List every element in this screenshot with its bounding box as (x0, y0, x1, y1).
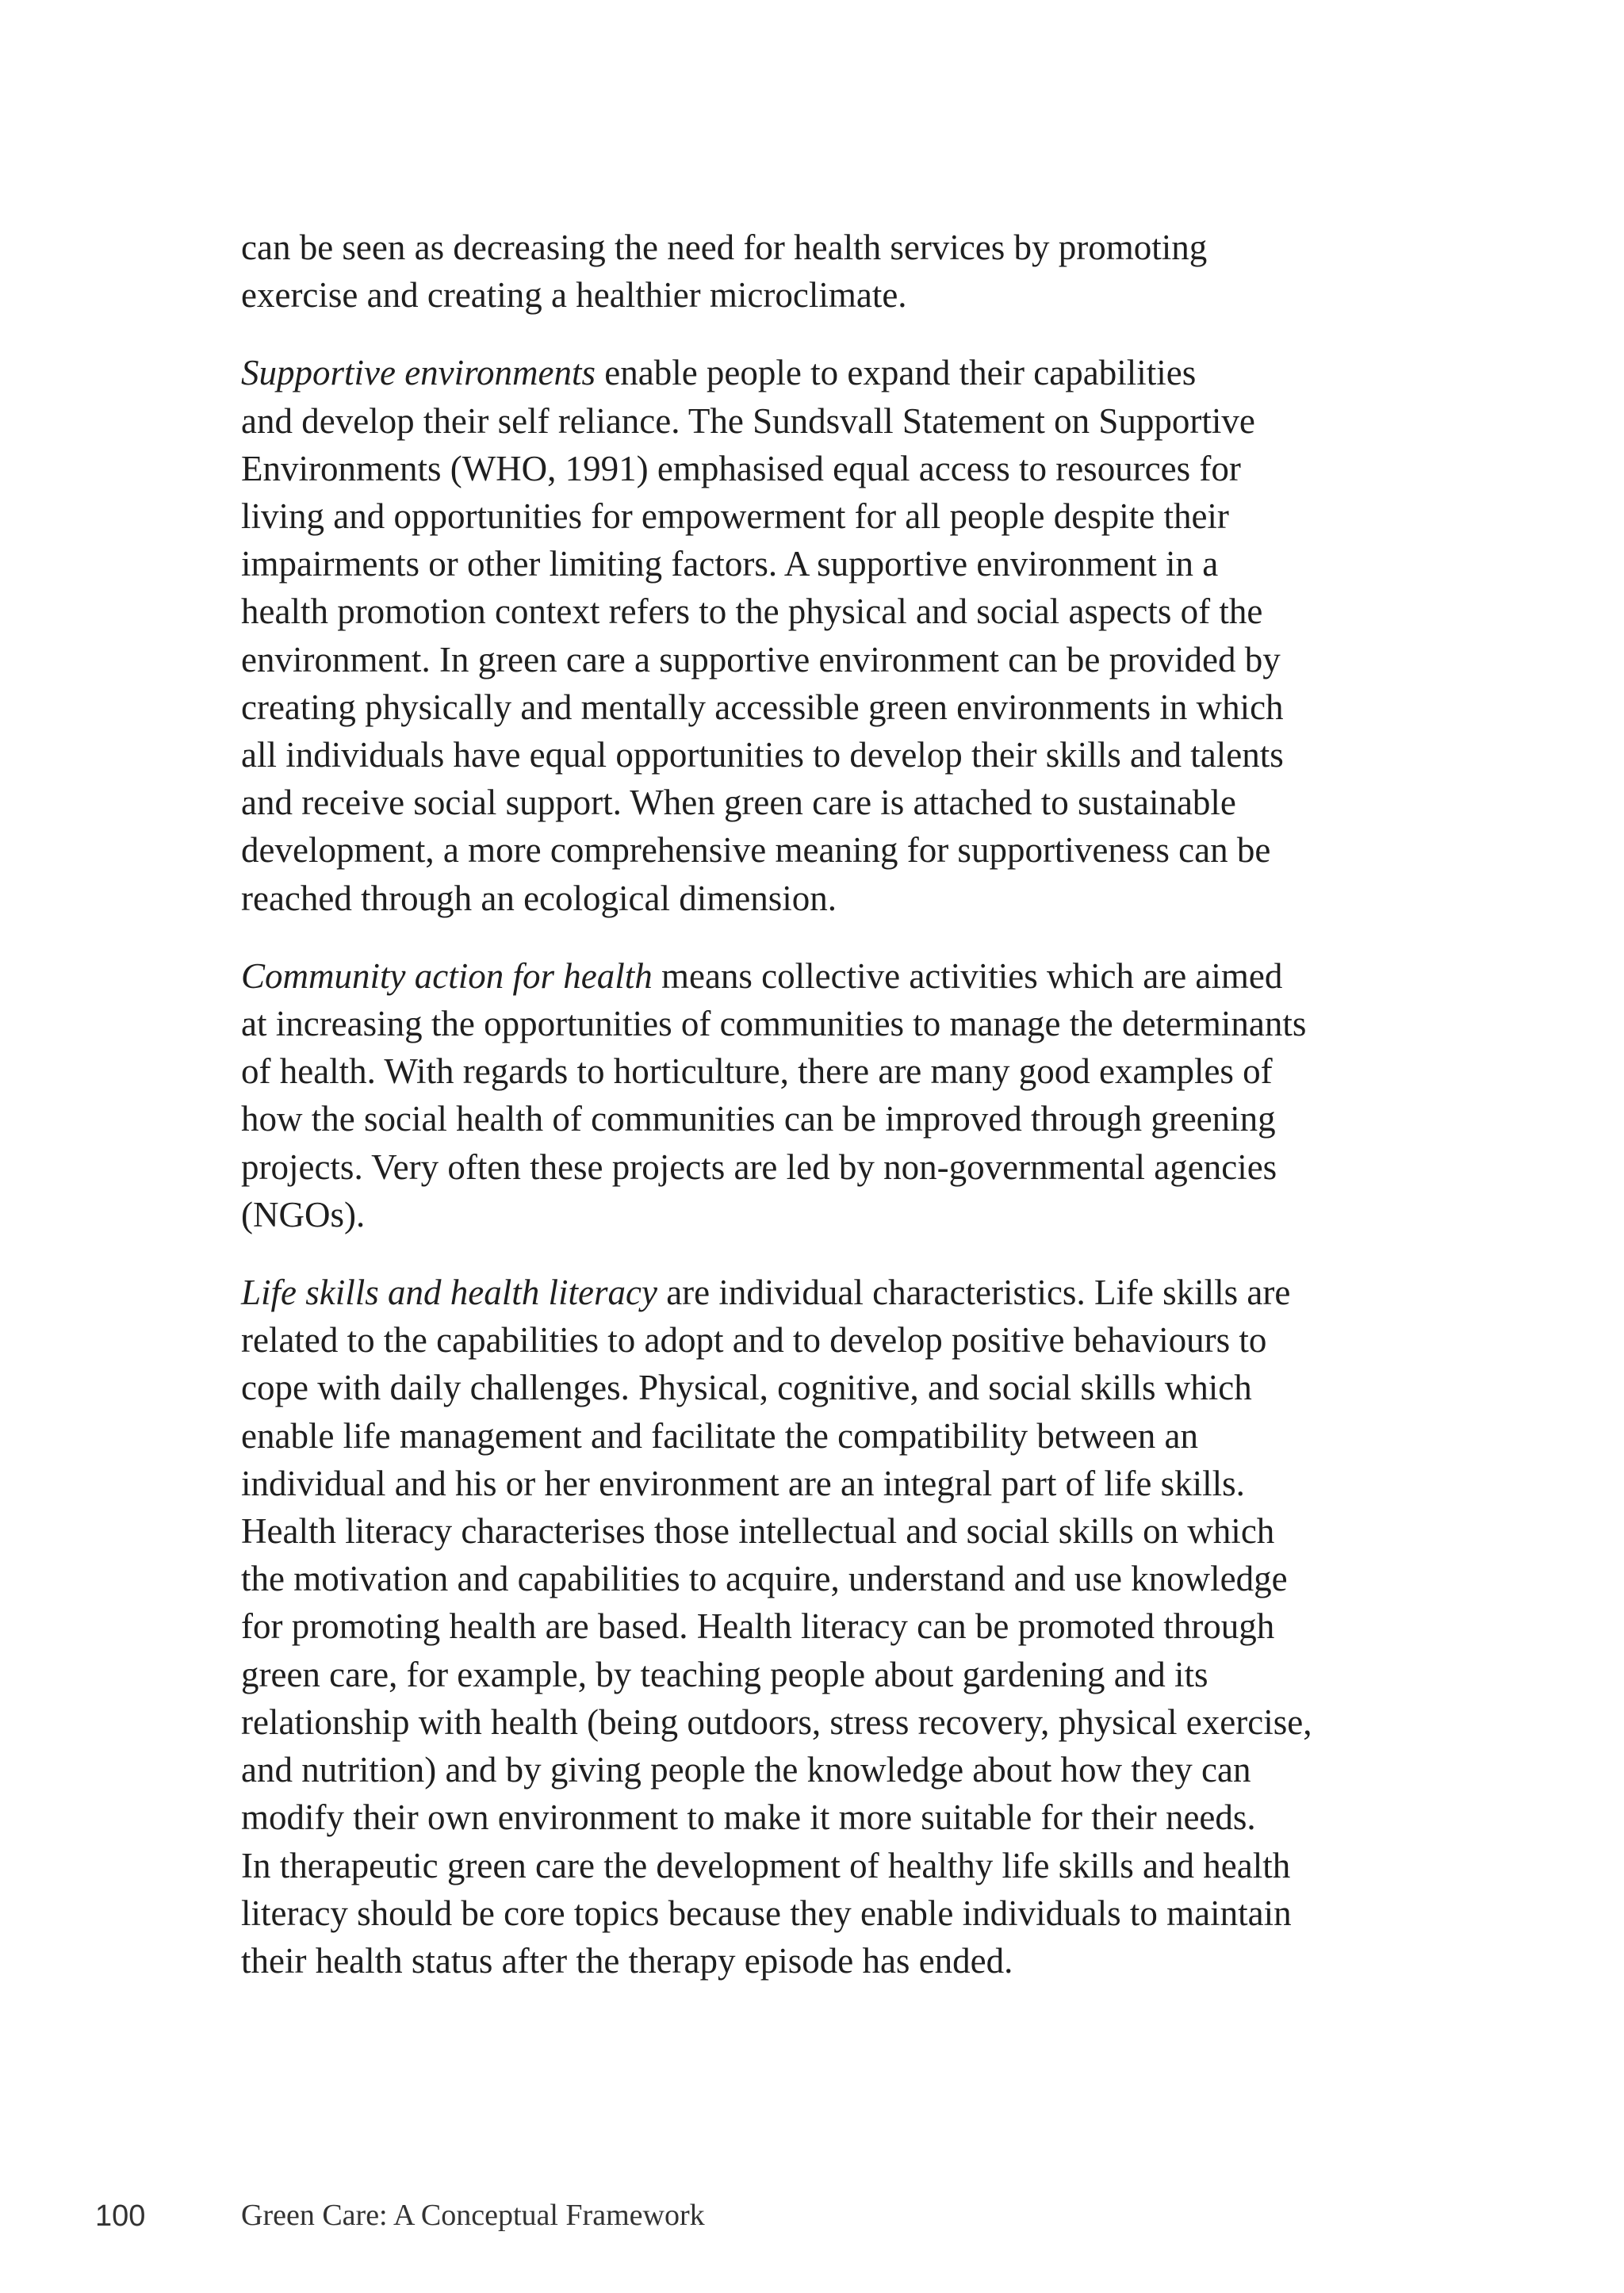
text-line-rest: means collective activities which are aimed (652, 955, 1283, 996)
defined-term: Life skills and health literacy (241, 1273, 657, 1313)
text-line: modify their own environment to make it more suitable for their needs. (241, 1797, 1256, 1838)
text-line: impairments or other limiting factors. A supportive environment in a (241, 544, 1219, 584)
defined-term: Supportive environments (241, 353, 596, 393)
text-line: the motivation and capabilities to acquire, understand and use knowledge (241, 1559, 1288, 1599)
paragraph-community-action (241, 952, 1391, 1238)
text-line: all individuals have equal opportunities to develop their skills and talents (241, 735, 1284, 775)
text-line: related to the capabilities to adopt and to develop positive behaviours to (241, 1320, 1267, 1361)
text-line: cope with daily challenges. Physical, cognitive, and social skills which (241, 1368, 1252, 1408)
text-line: how the social health of communities can be improved through greening (241, 1099, 1276, 1139)
text-line: and receive social support. When green care is attached to sustainable (241, 783, 1236, 823)
text-line: In therapeutic green care the development of healthy life skills and health (241, 1845, 1291, 1885)
page-number: 100 (95, 2199, 146, 2233)
text-line: green care, for example, by teaching people about gardening and its (241, 1654, 1208, 1694)
text-line: relationship with health (being outdoors, stress recovery, physical exercise, (241, 1702, 1312, 1742)
text-line: creating physically and mentally accessible green environments in which (241, 687, 1284, 727)
paragraph-supportive-environments (241, 349, 1391, 921)
body-text (241, 224, 1391, 1985)
text-line (241, 952, 1391, 1000)
defined-term: Community action for health (241, 955, 653, 996)
text-line: literacy should be core topics because they enable individuals to maintain (241, 1893, 1292, 1933)
paragraph-life-skills (241, 1269, 1391, 1985)
text-line: of health. With regards to horticulture, there are many good examples of (241, 1051, 1273, 1092)
text-line (241, 1269, 1391, 1316)
text-line: exercise and creating a healthier microclimate. (241, 275, 907, 316)
text-line: projects. Very often these projects are led by non-governmental agencies (241, 1146, 1277, 1187)
text-line: individual and his or her environment are an integral part of life skills. (241, 1463, 1245, 1503)
running-title: Green Care: A Conceptual Framework (241, 2199, 705, 2232)
text-line: development, a more comprehensive meaning for supportiveness can be (241, 830, 1271, 871)
paragraph-health-services (241, 224, 1391, 319)
text-line: reached through an ecological dimension. (241, 878, 837, 918)
text-line: their health status after the therapy episode has ended. (241, 1940, 1013, 1981)
text-line (241, 349, 1391, 396)
text-line: Environments (WHO, 1991) emphasised equal access to resources for (241, 448, 1241, 488)
text-line: can be seen as decreasing the need for health services by promoting (241, 228, 1208, 267)
text-line: Health literacy characterises those intellectual and social skills on which (241, 1511, 1275, 1552)
text-line: and develop their self reliance. The Sundsvall Statement on Supportive (241, 400, 1255, 441)
text-line-rest: are individual characteristics. Life skills are (657, 1273, 1291, 1313)
text-line: health promotion context refers to the physical and social aspects of the (241, 591, 1263, 632)
text-line: at increasing the opportunities of communities to manage the determinants (241, 1004, 1307, 1044)
text-line-rest: enable people to expand their capabilities (596, 353, 1197, 393)
text-line: enable life management and facilitate the compatibility between an (241, 1415, 1198, 1456)
text-line: (NGOs). (241, 1194, 366, 1235)
text-line: for promoting health are based. Health literacy can be promoted through (241, 1606, 1275, 1647)
text-line: environment. In green care a supportive environment can be provided by (241, 639, 1281, 679)
text-line: living and opportunities for empowerment for all people despite their (241, 496, 1229, 537)
text-line: and nutrition) and by giving people the knowledge about how they can (241, 1750, 1251, 1790)
